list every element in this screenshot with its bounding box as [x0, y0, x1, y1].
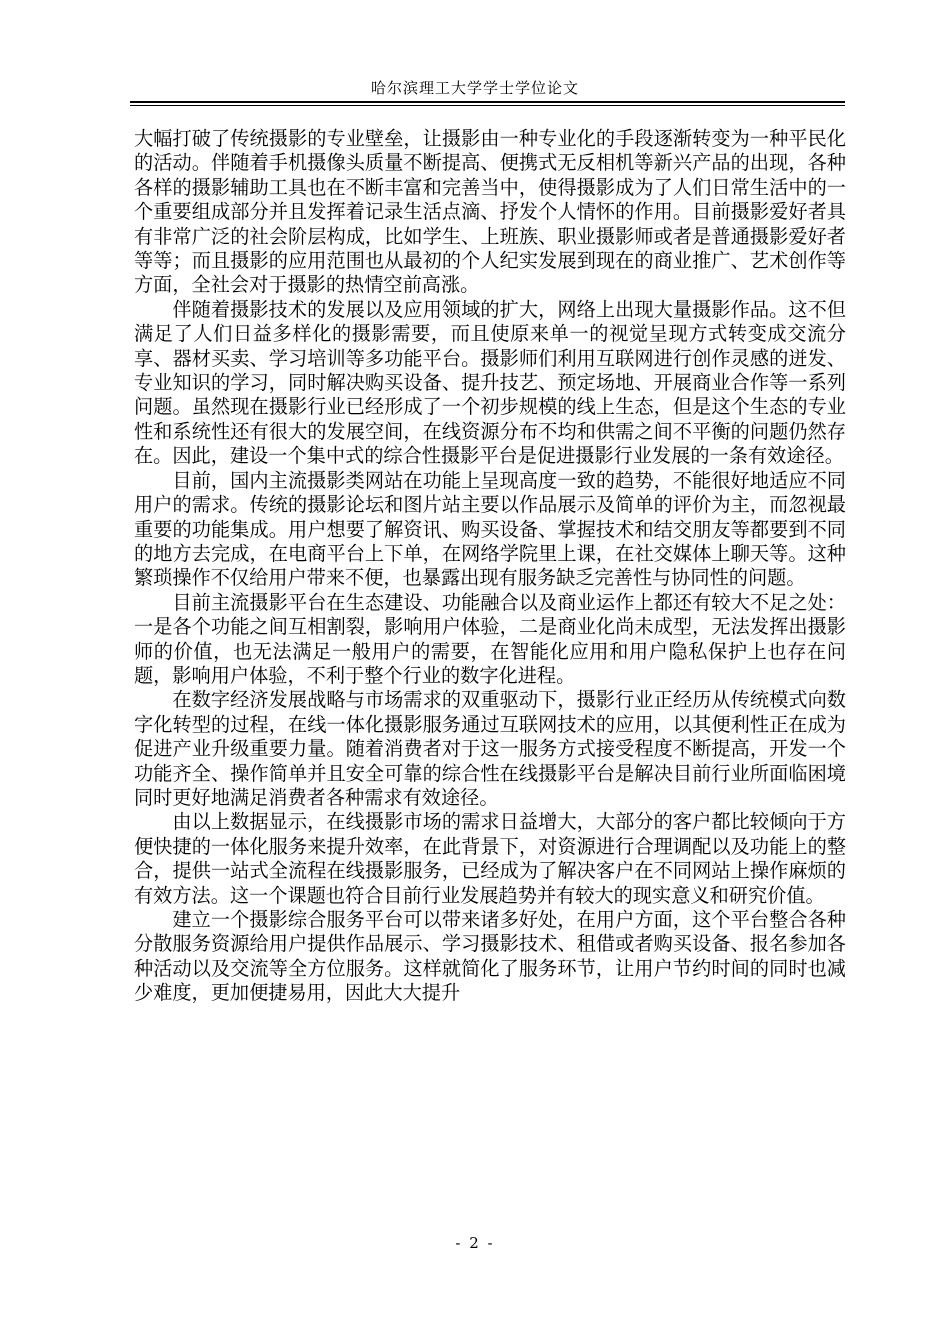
paragraph: 伴随着摄影技术的发展以及应用领域的扩大，网络上出现大量摄影作品。这不但满足了人们日益多样化的摄影需要，而且使原来单一的视觉呈现方式转变成交流分享、器材买卖、学习培训等多功能平台。摄影师们利用互联网进行创作灵感的迸发、专业知识的学习，同时解决购买设备、提升技艺、预定场地、开展商业合作等一系列问题。虽然现在摄影行业已经形成了一个初步规模的线上生态，但是这个生态的专业性和系统性还有很大的发展空间，在线资源分布不均和供需之间不平衡的问题仍然存在。因此，建设一个集中式的综合性摄影平台是促进摄影行业发展的一条有效途径。: [134, 297, 846, 468]
body-text: [134, 127, 846, 1006]
paragraph: 由以上数据显示，在线摄影市场的需求日益增大，大部分的客户都比较倾向于方便快捷的一体化服务来提升效率，在此背景下，对资源进行合理调配以及功能上的整合，提供一站式全流程在线摄影服务，已经成为了解决客户在不同网站上操作麻烦的有效方法。这一个课题也符合目前行业发展趋势并有较大的现实意义和研究价值。: [134, 810, 846, 907]
paragraph: 目前主流摄影平台在生态建设、功能融合以及商业运作上都还有较大不足之处：一是各个功能之间互相割裂，影响用户体验，二是商业化尚未成型，无法发挥出摄影师的价值，也无法满足一般用户的需要，在智能化应用和用户隐私保护上也存在问题，影响用户体验，不利于整个行业的数字化进程。: [134, 590, 846, 687]
paragraph: 目前，国内主流摄影类网站在功能上呈现高度一致的趋势，不能很好地适应不同用户的需求。传统的摄影论坛和图片站主要以作品展示及简单的评价为主，而忽视最重要的功能集成。用户想要了解资讯、购买设备、掌握技术和结交朋友等都要到不同的地方去完成，在电商平台上下单，在网络学院里上课，在社交媒体上聊天等。这种繁琐操作不仅给用户带来不便，也暴露出现有服务缺乏完善性与协同性的问题。: [134, 468, 846, 590]
header-rule: [130, 101, 845, 103]
page-number: - 2 -: [455, 1234, 495, 1252]
header-rule-thin: [130, 105, 845, 106]
page-header: 哈尔滨理工大学学士学位论文: [370, 79, 579, 97]
paragraph: 建立一个摄影综合服务平台可以带来诸多好处，在用户方面，这个平台整合各种分散服务资源给用户提供作品展示、学习摄影技术、租借或者购买设备、报名参加各种活动以及交流等全方位服务。这样就简化了服务环节，让用户节约时间的同时也减少难度，更加便捷易用，因此大大提升: [134, 908, 846, 1005]
paragraph-continued: 大幅打破了传统摄影的专业壁垒，让摄影由一种专业化的手段逐渐转变为一种平民化的活动。伴随着手机摄像头质量不断提高、便携式无反相机等新兴产品的出现，各种各样的摄影辅助工具也在不断丰富和完善当中，使得摄影成为了人们日常生活中的一个重要组成部分并且发挥着记录生活点滴、抒发个人情怀的作用。目前摄影爱好者具有非常广泛的社会阶层构成，比如学生、上班族、职业摄影师或者是普通摄影爱好者等等；而且摄影的应用范围也从最初的个人纪实发展到现在的商业推广、艺术创作等方面，全社会对于摄影的热情空前高涨。: [134, 127, 846, 297]
paragraph: 在数字经济发展战略与市场需求的双重驱动下，摄影行业正经历从传统模式向数字化转型的过程，在线一体化摄影服务通过互联网技术的应用，以其便利性正在成为促进产业升级重要力量。随着消费者对于这一服务方式接受程度不断提高，开发一个功能齐全、操作简单并且安全可靠的综合性在线摄影平台是解决目前行业所面临困境同时更好地满足消费者各种需求有效途径。: [134, 688, 846, 809]
